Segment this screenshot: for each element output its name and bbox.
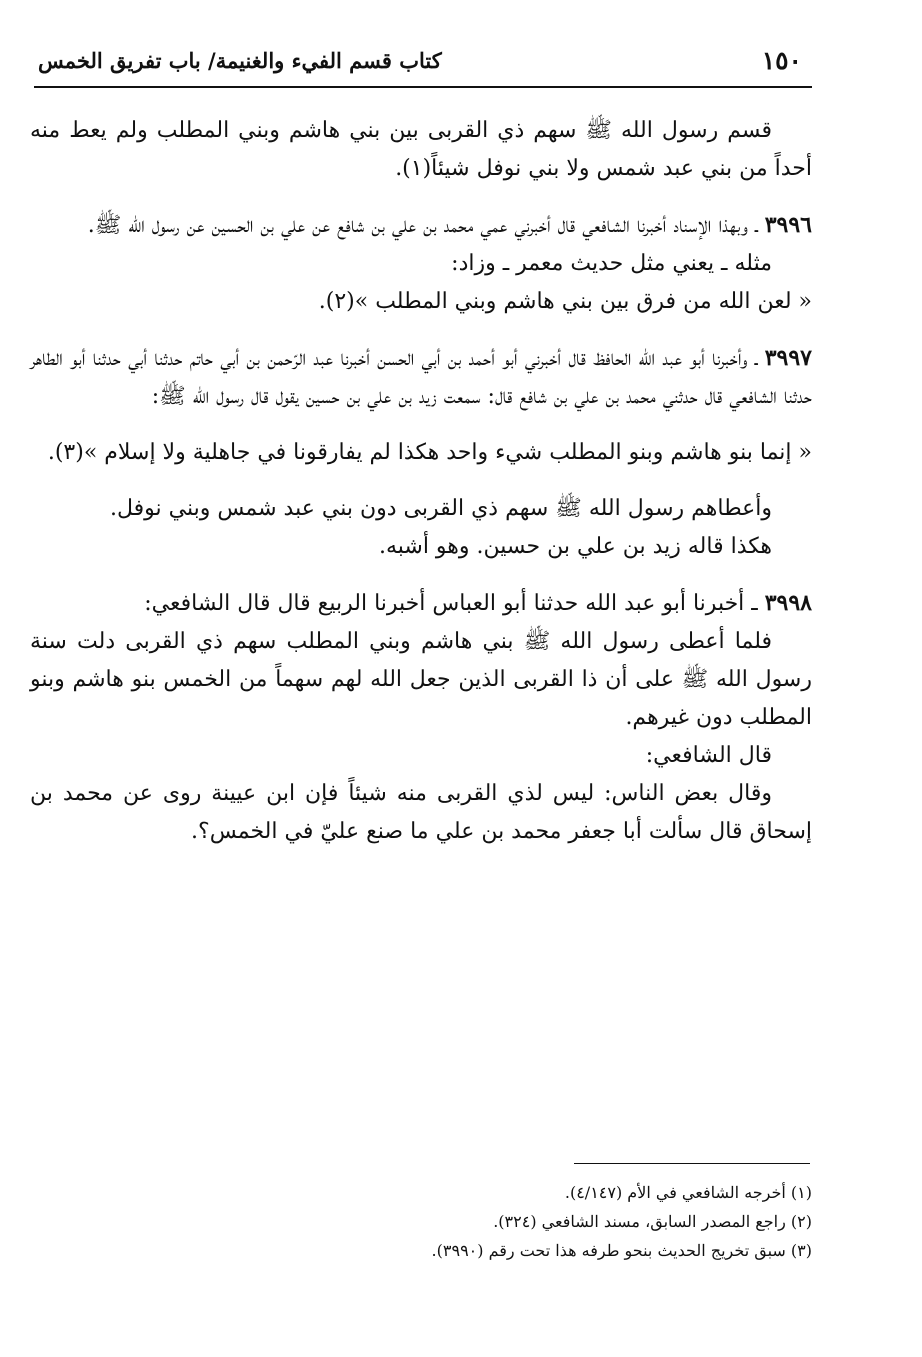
paragraph-continuation: قسم رسول الله ﷺ سهم ذي القربى بين بني هاشم وبني المطلب ولم يعط منه أحداً من بني عبد شمس ولا بني نوفل شيئاً(١). (30, 118, 812, 181)
hadith-3998 (30, 584, 812, 623)
hadith-3996 (30, 206, 812, 245)
paragraph: وقال بعض الناس: ليس لذي القربى منه شيئاً فإن ابن عيينة روى عن محمد بن إسحاق قال سألت أبا جعفر محمد بن علي ما صنع عليّ في الخمس؟. (30, 781, 812, 844)
page-header (34, 44, 812, 88)
paragraph: قال الشافعي: (645, 743, 772, 768)
hadith-text: ـ وبهذا الإسناد أخبرنا الشافعي قال أخبرني عمي محمد بن علي بن شافع عن علي بن الحسين عن رسول الله ﷺ. (87, 213, 765, 238)
hadith-3997 (30, 339, 812, 416)
hadith-text: ـ وأخبرنا أبو عبد الله الحافظ قال أخبرني أبو أحمد بن أبي الحسن أخبرنا عبد الرّحمن بن أبي حاتم حدثنا أبي حدثنا أبو الطاهر حدثنا الشافعي قال حدثني محمد بن علي بن شافع قال: سمعت زيد بن علي بن حسين يقول قال رسول الله ﷺ: (30, 346, 812, 409)
footnote: (١) أخرجه الشافعي في الأم (٤/١٤٧). (564, 1183, 812, 1202)
hadith-number: ٣٩٩٦ (764, 212, 812, 238)
paragraph: مثله ـ يعني مثل حديث معمر ـ وزاد: (451, 251, 772, 276)
footnote: (٢) راجع المصدر السابق، مسند الشافعي (٣٢٤). (493, 1212, 812, 1231)
page-number: ١٥٠ (761, 46, 802, 75)
footnotes (330, 1178, 812, 1265)
paragraph: فلما أعطى رسول الله ﷺ بني هاشم وبني المطلب سهم ذي القربى دلت سنة رسول الله ﷺ على أن ذا القربى الذين جعل الله لهم سهماً من الخمس بنو هاشم وبنو المطلب دون غيرهم. (30, 629, 812, 730)
paragraph: وأعطاهم رسول الله ﷺ سهم ذي القربى دون بني عبد شمس وبني نوفل. (110, 496, 772, 521)
paragraph: هكذا قاله زيد بن علي بن حسين. وهو أشبه. (378, 534, 772, 559)
footnote: (٣) سبق تخريج الحديث بنحو طرفه هذا تحت رقم (٣٩٩٠). (431, 1241, 812, 1260)
hadith-number: ٣٩٩٧ (764, 345, 812, 371)
quote: « لعن الله من فرق بين بني هاشم وبني المطلب »(٢). (318, 289, 812, 314)
hadith-text: ـ أخبرنا أبو عبد الله حدثنا أبو العباس أخبرنا الربيع قال قال الشافعي: (144, 591, 765, 616)
running-title: كتاب قسم الفيء والغنيمة/ باب تفريق الخمس (38, 48, 442, 73)
hadith-number: ٣٩٩٨ (764, 590, 812, 616)
footnote-divider (574, 1163, 810, 1164)
quote: « إنما بنو هاشم وبنو المطلب شيء واحد هكذا لم يفارقونا في جاهلية ولا إسلام »(٣). (47, 440, 812, 465)
main-text (30, 112, 812, 851)
